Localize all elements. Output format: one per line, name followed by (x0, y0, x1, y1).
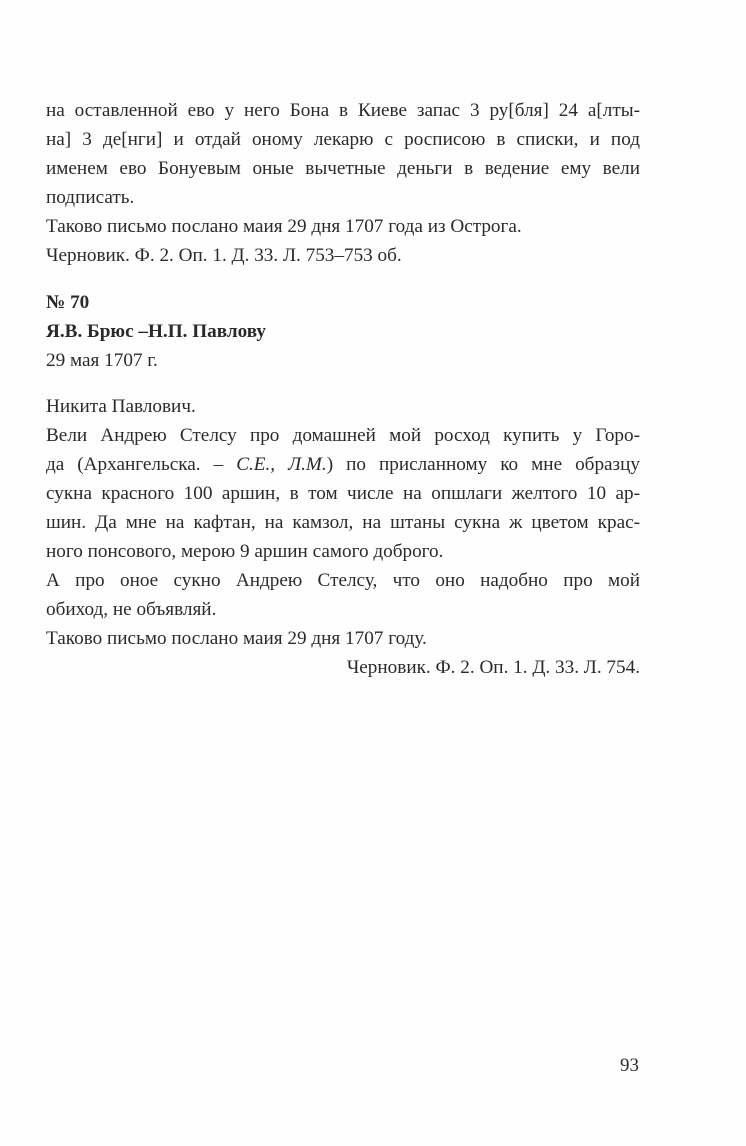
document-heading: Я.В. Брюс –Н.П. Павлову (46, 321, 267, 342)
text-line: ного понсового, мерою 9 аршин самого доброго. (46, 541, 444, 562)
text-fragment: ) по присланному ко мне образцу (326, 454, 640, 475)
letter-body (46, 392, 640, 682)
document-header (46, 288, 640, 375)
text-line: на оставленной ево у него Бона в Киеве запас 3 ру[бля] 24 а[лты- (46, 100, 640, 121)
text-line: на] 3 де[нги] и отдай оному лекарю с росписою в списки, и под (46, 129, 640, 150)
text-line: подписать. (46, 187, 135, 208)
sent-note: Таково письмо послано маия 29 дня 1707 году. (46, 628, 427, 649)
document-number: № 70 (46, 292, 90, 313)
document-date: 29 мая 1707 г. (46, 350, 158, 371)
text-line: именем ево Бонуевым оные вычетные деньги в ведение ему вели (46, 158, 640, 179)
text-line: обиход, не объявляй. (46, 599, 217, 620)
archival-source: Черновик. Ф. 2. Оп. 1. Д. 33. Л. 754. (346, 657, 640, 678)
preceding-letter-ending (46, 96, 640, 270)
sent-note: Таково письмо послано маия 29 дня 1707 года из Острога. (46, 216, 522, 237)
editor-initials: С.Е., Л.М. (236, 454, 327, 475)
text-line: А про оное сукно Андрею Стелсу, что оно надобно про мой (46, 570, 640, 591)
archival-source: Черновик. Ф. 2. Оп. 1. Д. 33. Л. 753–753 об. (46, 245, 402, 266)
text-line: Вели Андрею Стелсу про домашней мой росход купить у Горо- (46, 425, 640, 446)
greeting: Никита Павлович. (46, 396, 196, 417)
text-line: сукна красного 100 аршин, в том числе на опшлаги желтого 10 ар- (46, 483, 640, 504)
text-line: шин. Да мне на кафтан, на камзол, на штаны сукна ж цветом крас- (46, 512, 640, 533)
text-line (46, 450, 640, 479)
page-number: 93 (620, 1055, 639, 1076)
text-fragment: да (Архангельска. – (46, 454, 237, 475)
